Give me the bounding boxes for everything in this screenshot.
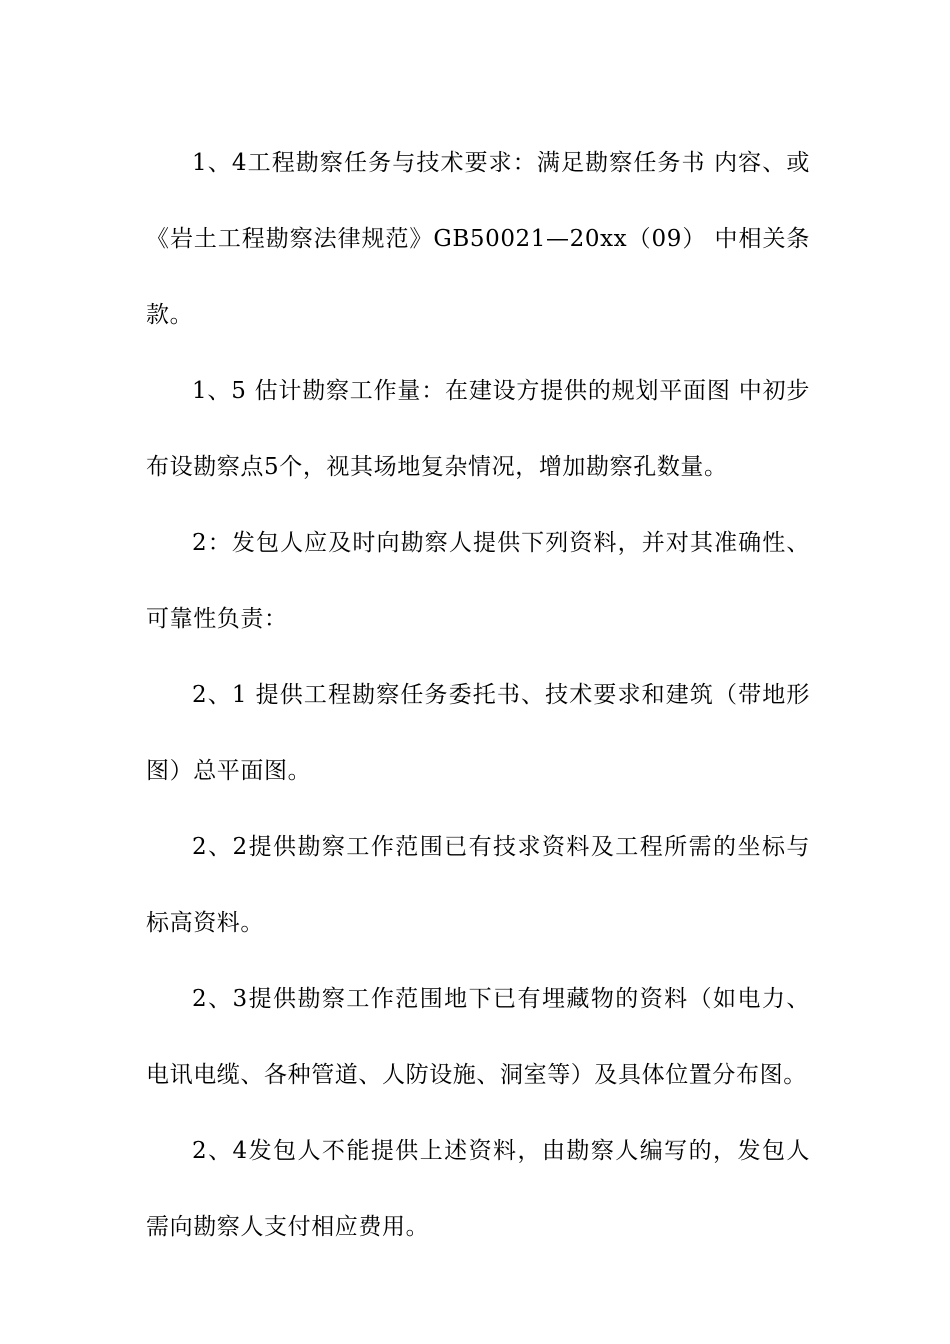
paragraph-1-5-estimated-workload: 1、5 估计勘察工作量：在建设方提供的规划平面图 中初步布设勘察点5个，视其场地复杂情况，增加勘察孔数量。 [146, 378, 810, 480]
paragraph-2-client-materials: 2：发包人应及时向勘察人提供下列资料，并对其准确性、可靠性负责： [146, 530, 810, 632]
paragraph-2-4-fees: 2、4发包人不能提供上述资料，由勘察人编写的，发包人需向勘察人支付相应费用。 [146, 1138, 810, 1240]
paragraph-2-2-coordinates-elevation: 2、2提供勘察工作范围已有技求资料及工程所需的坐标与标高资料。 [146, 834, 810, 936]
paragraph-2-1-commission-letter: 2、1 提供工程勘察任务委托书、技术要求和建筑（带地形图）总平面图。 [146, 682, 810, 784]
paragraph-2-3-underground-facilities: 2、3提供勘察工作范围地下已有埋藏物的资料（如电力、电讯电缆、各种管道、人防设施、洞室等）及具体位置分布图。 [146, 986, 810, 1088]
paragraph-1-4-survey-requirements: 1、4工程勘察任务与技术要求：满足勘察任务书 内容、或《岩土工程勘察法律规范》GB50021—20xx（09） 中相关条款。 [146, 150, 810, 328]
document-body [146, 125, 810, 1265]
